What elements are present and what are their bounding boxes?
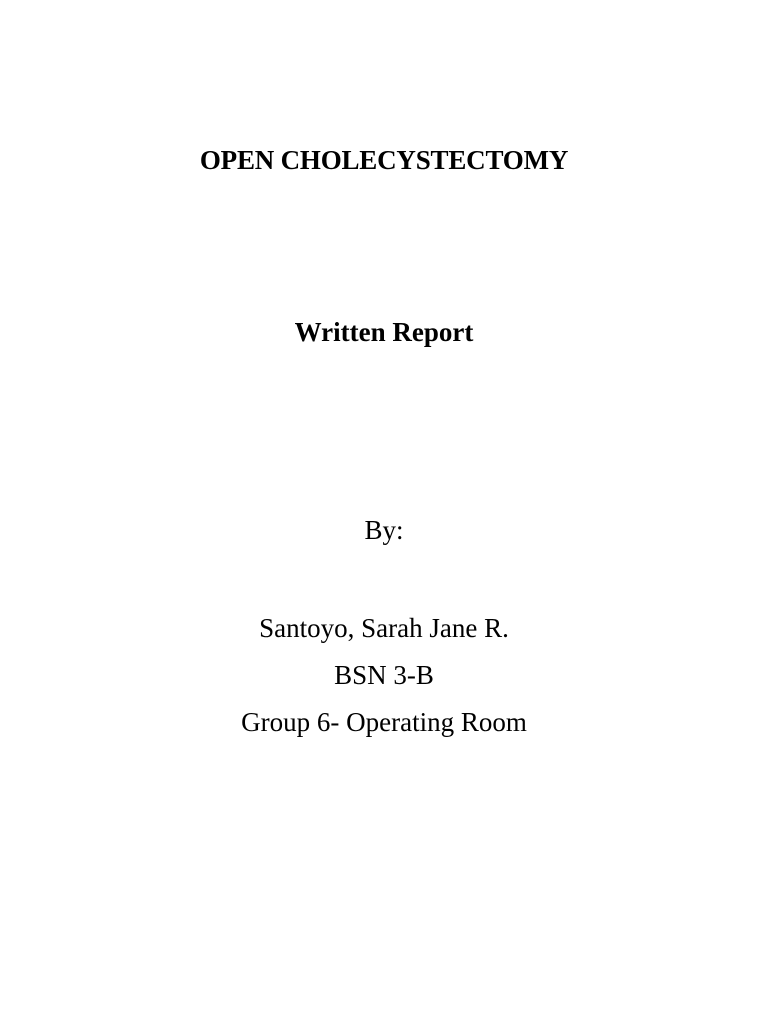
document-subtitle: Written Report — [294, 317, 474, 347]
author-name: Santoyo, Sarah Jane R. — [259, 613, 509, 643]
by-label: By: — [364, 515, 404, 545]
group-name: Group 6- Operating Room — [241, 707, 527, 737]
document-title: OPEN CHOLECYSTECTOMY — [199, 145, 569, 175]
class-section: BSN 3-B — [334, 660, 434, 690]
